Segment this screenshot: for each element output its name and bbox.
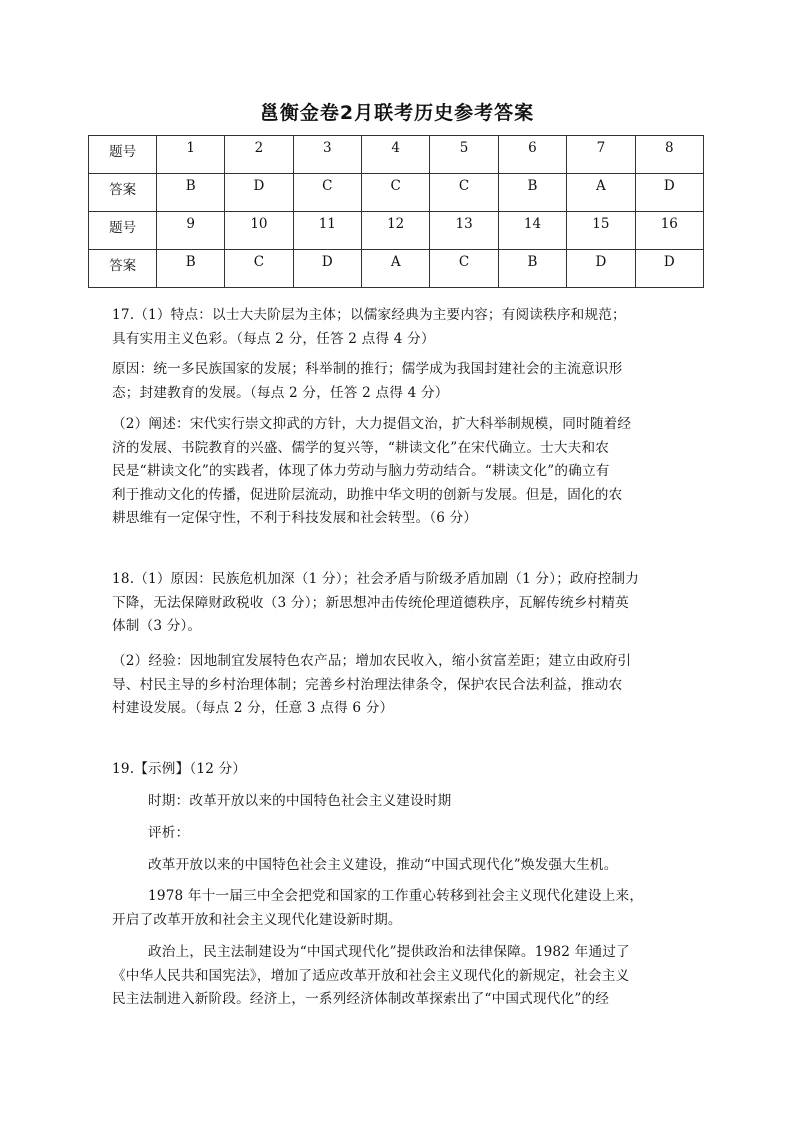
text-line: 1978 年十一届三中全会把党和国家的工作重心转移到社会主义现代化建设上来，	[148, 888, 644, 904]
text-line: 民是“耕读文化”的实践者，体现了体力劳动与脑力劳动结合。“耕读文化”的确立有	[112, 463, 610, 479]
table-cell: C	[225, 250, 293, 288]
text-line: 17.（1）特点：以士大夫阶层为主体；以儒家经典为主要内容；有阅读秩序和规范；	[112, 307, 626, 323]
table-cell: 5	[430, 136, 498, 174]
text-line: 《中华人民共和国宪法》，增加了适应改革开放和社会主义现代化的新规定，社会主义	[112, 967, 630, 984]
table-cell: C	[362, 174, 430, 212]
table-cell: 3	[293, 136, 361, 174]
table-cell: 8	[635, 136, 703, 174]
answer-paragraph	[112, 885, 712, 932]
text-line: 态；封建教育的发展。（每点 2 分，任答 2 点得 4 分）	[112, 384, 449, 401]
table-cell: 14	[498, 212, 566, 250]
answer-paragraph	[112, 304, 712, 351]
row-header-cell: 答案	[89, 174, 157, 212]
text-line: 评析：	[148, 825, 190, 841]
table-cell: 2	[225, 136, 293, 174]
answer-paragraph	[112, 358, 712, 405]
text-line: 下降，无法保障财政税收（3 分）；新思想冲击传统伦理道德秩序，瓦解传统乡村精英	[112, 594, 629, 611]
text-line: 开启了改革开放和社会主义现代化建设新时期。	[112, 911, 402, 928]
table-cell: B	[157, 174, 225, 212]
answer-table	[88, 135, 704, 288]
table-cell: 10	[225, 212, 293, 250]
text-line: （2）经验：因地制宜发展特色农产品；增加农民收入，缩小贫富差距；建立由政府引	[112, 653, 632, 669]
table-row	[89, 136, 704, 174]
table-cell: 16	[635, 212, 703, 250]
text-line: 利于推动文化的传播，促进阶层流动，助推中华文明的创新与发展。但是，固化的农	[112, 486, 623, 503]
table-cell: 4	[362, 136, 430, 174]
table-cell: B	[157, 250, 225, 288]
text-line: 原因：统一多民族国家的发展；科举制的推行；儒学成为我国封建社会的主流意识形	[112, 361, 623, 377]
answer-paragraph	[112, 822, 712, 846]
table-cell: 12	[362, 212, 430, 250]
row-header-cell: 题号	[89, 136, 157, 174]
table-cell: 1	[157, 136, 225, 174]
table-cell: A	[362, 250, 430, 288]
table-cell: B	[498, 250, 566, 288]
table-cell: C	[430, 174, 498, 212]
page-title: 邕衡金卷2月联考历史参考答案	[259, 102, 535, 124]
table-cell: D	[567, 250, 635, 288]
table-cell: B	[498, 174, 566, 212]
text-line: 政治上，民主法制建设为“中国式现代化”提供政治和法律保障。1982 年通过了	[148, 944, 630, 960]
text-line: 导、村民主导的乡村治理体制；完善乡村治理法律条令，保护农民合法利益，推动农	[112, 676, 623, 693]
text-line: 体制（3 分）。	[112, 618, 202, 634]
table-cell: C	[293, 174, 361, 212]
answer-paragraph	[112, 790, 712, 814]
table-cell: 7	[567, 136, 635, 174]
row-header-cell: 题号	[89, 212, 157, 250]
table-cell: A	[567, 174, 635, 212]
table-cell: 6	[498, 136, 566, 174]
text-line: （2）阐述：宋代实行崇文抑武的方针，大力提倡文治，扩大科举制规模，同时随着经	[112, 416, 632, 432]
table-row	[89, 250, 704, 288]
table-cell: 13	[430, 212, 498, 250]
answer-paragraph	[112, 854, 712, 878]
text-line: 村建设发展。（每点 2 分，任意 3 点得 6 分）	[112, 700, 394, 716]
text-line: 耕思维有一定保守性，不利于科技发展和社会转型。（6 分）	[112, 510, 478, 526]
text-line: 19.【示例】（12 分）	[112, 761, 247, 777]
answer-paragraph	[112, 941, 712, 1012]
table-row	[89, 212, 704, 250]
table-cell: D	[635, 250, 703, 288]
table-cell: C	[430, 250, 498, 288]
text-line: 具有实用主义色彩。（每点 2 分，任答 2 点得 4 分）	[112, 330, 435, 347]
text-line: 18.（1）原因：民族危机加深（1 分）；社会矛盾与阶级矛盾加剧（1 分）；政府控制力	[112, 571, 639, 587]
row-header-cell: 答案	[89, 250, 157, 288]
table-cell: D	[293, 250, 361, 288]
table-cell: 15	[567, 212, 635, 250]
answer-paragraph	[112, 568, 712, 639]
answer-paragraph	[112, 650, 712, 721]
text-line: 时期：改革开放以来的中国特色社会主义建设时期	[148, 793, 452, 809]
answer-paragraph	[112, 413, 712, 531]
table-cell: D	[635, 174, 703, 212]
text-line: 改革开放以来的中国特色社会主义建设，推动“中国式现代化”焕发强大生机。	[148, 857, 618, 873]
table-cell: D	[225, 174, 293, 212]
text-line: 济的发展、书院教育的兴盛、儒学的复兴等，“耕读文化”在宋代确立。士大夫和农	[112, 439, 610, 456]
table-cell: 9	[157, 212, 225, 250]
table-cell: 11	[293, 212, 361, 250]
text-line: 民主法制进入新阶段。经济上，一系列经济体制改革探索出了“中国式现代化”的经	[112, 991, 610, 1007]
answer-paragraph	[112, 758, 712, 782]
table-row	[89, 174, 704, 212]
